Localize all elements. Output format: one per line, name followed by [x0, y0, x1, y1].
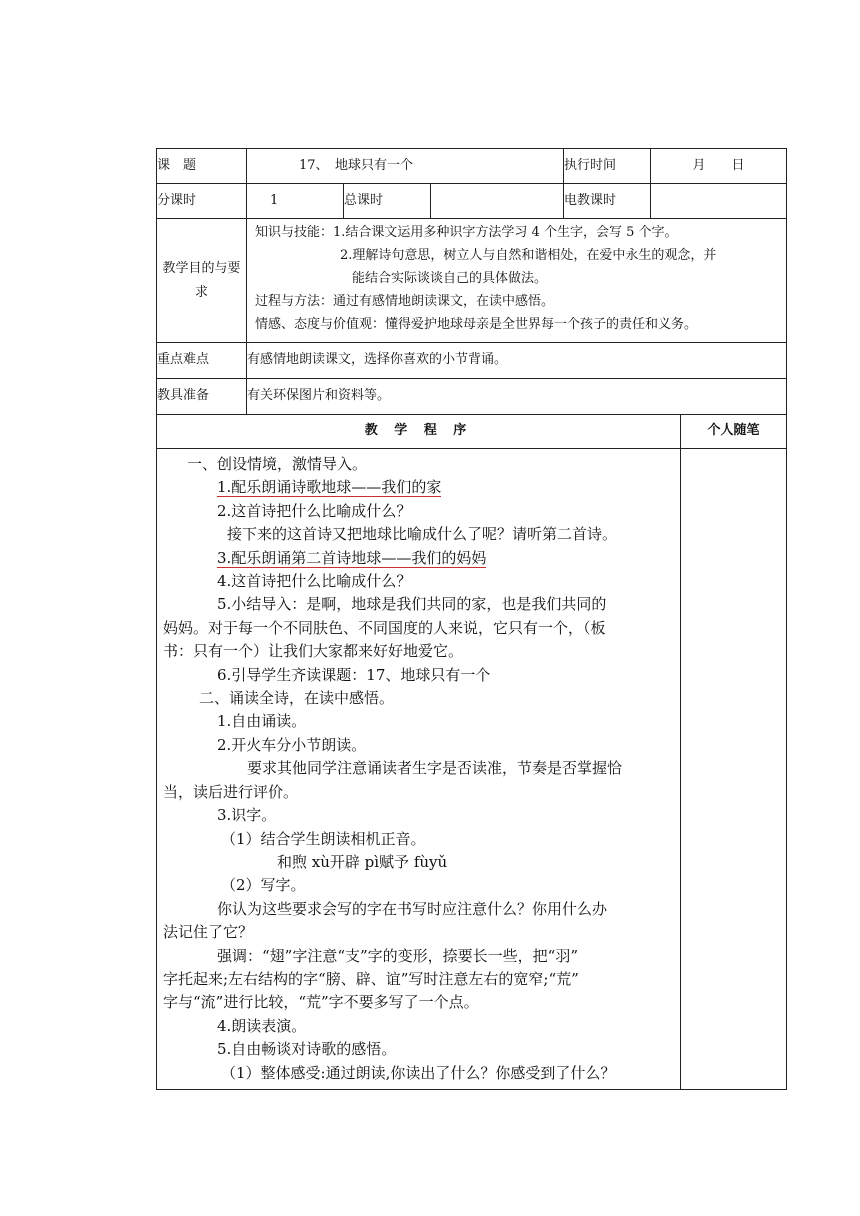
- key-points-value: 有感情地朗读课文，选择你喜欢的小节背诵。: [247, 343, 787, 379]
- procedure-line: 3.识字。: [217, 806, 277, 825]
- objective-line: 过程与方法：通过有感情地朗读课文，在读中感悟。: [255, 294, 555, 309]
- lesson-plan-table: [156, 148, 787, 1090]
- procedure-line: 法记住了它？: [163, 923, 254, 942]
- procedure-line: （1）整体感受:通过朗读,你读出了什么？你感受到了什么？: [221, 1063, 616, 1082]
- procedure-header-row: [157, 415, 787, 449]
- personal-notes-cell: [681, 449, 787, 1090]
- procedure-line: 字托起来;左右结构的字“膀、辟、谊”写时注意左右的宽窄;“荒”: [163, 969, 579, 988]
- procedure-line: 6.引导学生齐读课题：17、地球只有一个: [217, 665, 491, 684]
- objectives-row: [157, 219, 787, 343]
- exec-time-label: 执行时间: [564, 149, 651, 184]
- materials-label: 教具准备: [157, 379, 247, 415]
- total-lessons-label: 总课时: [344, 184, 431, 219]
- procedure-line: 3.配乐朗诵第二首诗地球——我们的妈妈: [217, 548, 487, 567]
- total-lessons-value: [431, 184, 564, 219]
- procedure-line: 2.这首诗把什么比喻成什么？: [217, 501, 412, 520]
- procedure-line: 要求其他同学注意诵读者生字是否读准，节奏是否掌握恰: [247, 759, 623, 778]
- procedure-line: 2.开火车分小节朗读。: [217, 735, 367, 754]
- procedure-line: 1.自由诵读。: [217, 712, 307, 731]
- objective-line: 情感、态度与价值观：懂得爱护地球母亲是全世界每一个孩子的责任和义务。: [255, 317, 698, 332]
- procedure-line: 二、诵读全诗，在读中感悟。: [199, 689, 395, 708]
- procedure-line: 4.这首诗把什么比喻成什么？: [217, 572, 412, 591]
- media-lessons-label: 电教课时: [564, 184, 651, 219]
- lesson-count-row: [157, 184, 787, 219]
- topic-row: [157, 149, 787, 184]
- key-points-row: [157, 343, 787, 379]
- procedure-line: 当，读后进行评价。: [163, 782, 299, 801]
- key-points-label: 重点难点: [157, 343, 247, 379]
- notes-title: 个人随笔: [681, 415, 787, 449]
- procedure-line: 4.朗读表演。: [217, 1016, 307, 1035]
- materials-value: 有关环保图片和资料等。: [247, 379, 787, 415]
- procedure-line: 5.自由畅谈对诗歌的感悟。: [217, 1040, 397, 1059]
- procedure-line: 一、创设情境，激情导入。: [187, 455, 368, 473]
- procedure-line: 和煦 xù开辟 pì赋予 fùyǔ: [277, 852, 448, 871]
- objective-line: 2.理解诗句意思，树立人与自然和谐相处，在爱中永生的观念，并: [340, 248, 717, 263]
- exec-time-value: 月 日: [651, 149, 787, 184]
- objective-line: 能结合实际谈谈自己的具体做法。: [352, 271, 548, 286]
- procedure-line: 强调：“翅”字注意“支”字的变形，捺要长一些，把“羽”: [217, 946, 579, 965]
- procedure-content: [157, 449, 681, 1090]
- topic-label: 课 题: [157, 149, 247, 184]
- lesson-no-label: 分课时: [157, 184, 247, 219]
- procedure-body-row: [157, 449, 787, 1090]
- procedure-line: 字与“流”进行比较，“荒”字不要多写了一个点。: [163, 993, 479, 1012]
- media-lessons-value: [651, 184, 787, 219]
- materials-row: [157, 379, 787, 415]
- procedure-line: （1）结合学生朗读相机正音。: [221, 829, 426, 848]
- procedure-title: 教 学 程 序: [157, 415, 681, 449]
- topic-value: 17、 地球只有一个: [247, 149, 564, 184]
- procedure-line: 书：只有一个）让我们大家都来好好地爱它。: [163, 642, 464, 661]
- lesson-no-value: 1: [247, 184, 344, 219]
- objectives-content: [247, 219, 787, 343]
- procedure-line: （2）写字。: [221, 876, 306, 895]
- objective-line: 知识与技能：1.结合课文运用多种识字方法学习 4 个生字，会写 5 个字。: [255, 225, 678, 240]
- objectives-label: 教学目的与要求: [157, 219, 247, 343]
- procedure-line: 你认为这些要求会写的字在书写时应注意什么？你用什么办: [217, 899, 608, 918]
- procedure-line: 接下来的这首诗又把地球比喻成什么了呢？请听第二首诗。: [227, 525, 618, 544]
- procedure-line: 1.配乐朗诵诗歌地球——我们的家: [217, 478, 442, 497]
- procedure-line: 5.小结导入：是啊，地球是我们共同的家，也是我们共同的: [217, 595, 607, 614]
- procedure-line: 妈妈。对于每一个不同肤色、不同国度的人来说，它只有一个，（板: [163, 618, 606, 637]
